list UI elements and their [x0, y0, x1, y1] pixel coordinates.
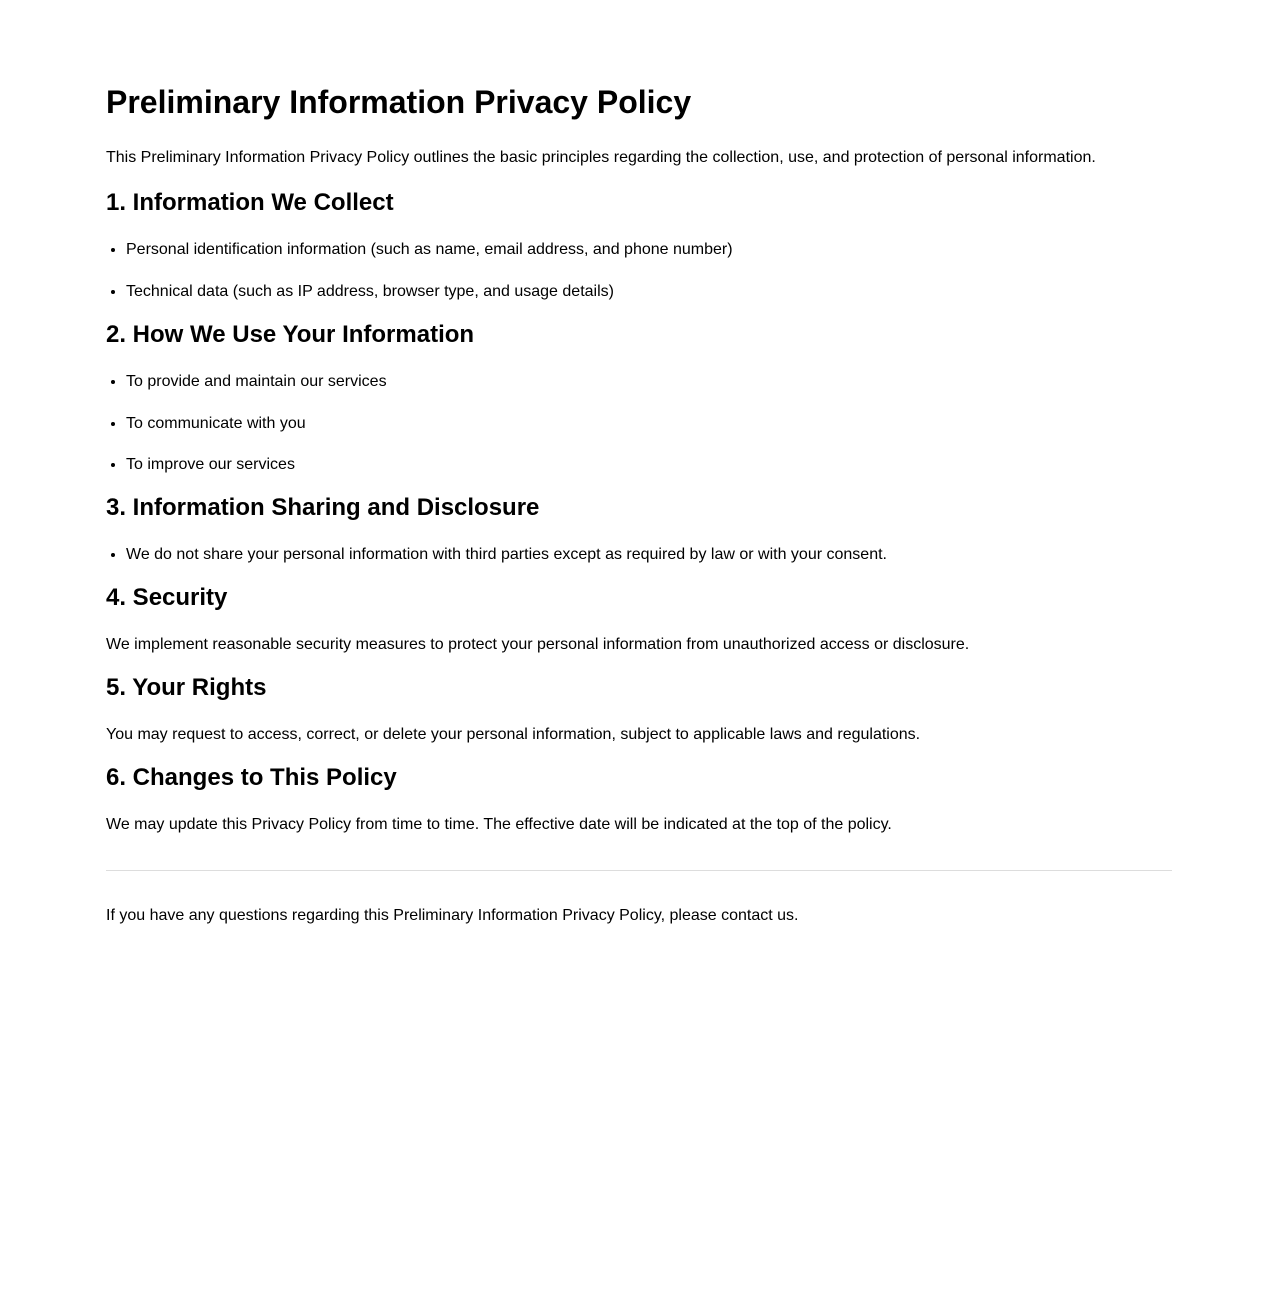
section-heading: 5. Your Rights	[106, 674, 267, 701]
section-heading: 4. Security	[106, 584, 228, 611]
section-paragraph: We may update this Privacy Policy from time to time. The effective date will be indicated at the top of the policy.	[106, 816, 892, 833]
section-changes-to-this-policy	[106, 763, 1172, 837]
bullet-list	[106, 370, 1172, 477]
section-security	[106, 583, 1172, 657]
section-heading: 3. Information Sharing and Disclosure	[106, 494, 540, 521]
list-item: • To communicate with you	[126, 412, 1172, 436]
section-information-we-collect	[106, 188, 1172, 304]
section-how-we-use-your-information	[106, 320, 1172, 477]
section-paragraph: You may request to access, correct, or delete your personal information, subject to applicable laws and regulations.	[106, 726, 921, 743]
list-item: • We do not share your personal information with third parties except as required by law or with your consent.	[126, 543, 1172, 567]
section-information-sharing-and-disclosure	[106, 493, 1172, 567]
list-item: • To provide and maintain our services	[126, 370, 1172, 394]
footer-contact-text: If you have any questions regarding this Preliminary Information Privacy Policy, please contact us.	[106, 907, 799, 924]
bullet-list	[106, 238, 1172, 304]
divider	[106, 870, 1172, 871]
section-heading: 1. Information We Collect	[106, 189, 394, 216]
list-item: • Personal identification information (such as name, email address, and phone number)	[126, 238, 1172, 262]
privacy-policy-document	[106, 0, 1172, 928]
intro-paragraph: This Preliminary Information Privacy Policy outlines the basic principles regarding the collection, use, and protection of personal information.	[106, 149, 1096, 166]
list-item: • Technical data (such as IP address, browser type, and usage details)	[126, 280, 1172, 304]
section-heading: 2. How We Use Your Information	[106, 321, 475, 348]
list-item: • To improve our services	[126, 453, 1172, 477]
section-your-rights	[106, 673, 1172, 747]
page-title: Preliminary Information Privacy Policy	[106, 84, 692, 120]
bullet-list	[106, 543, 1172, 567]
section-paragraph: We implement reasonable security measures to protect your personal information from unauthorized access or disclosure.	[106, 636, 970, 653]
section-heading: 6. Changes to This Policy	[106, 764, 397, 791]
